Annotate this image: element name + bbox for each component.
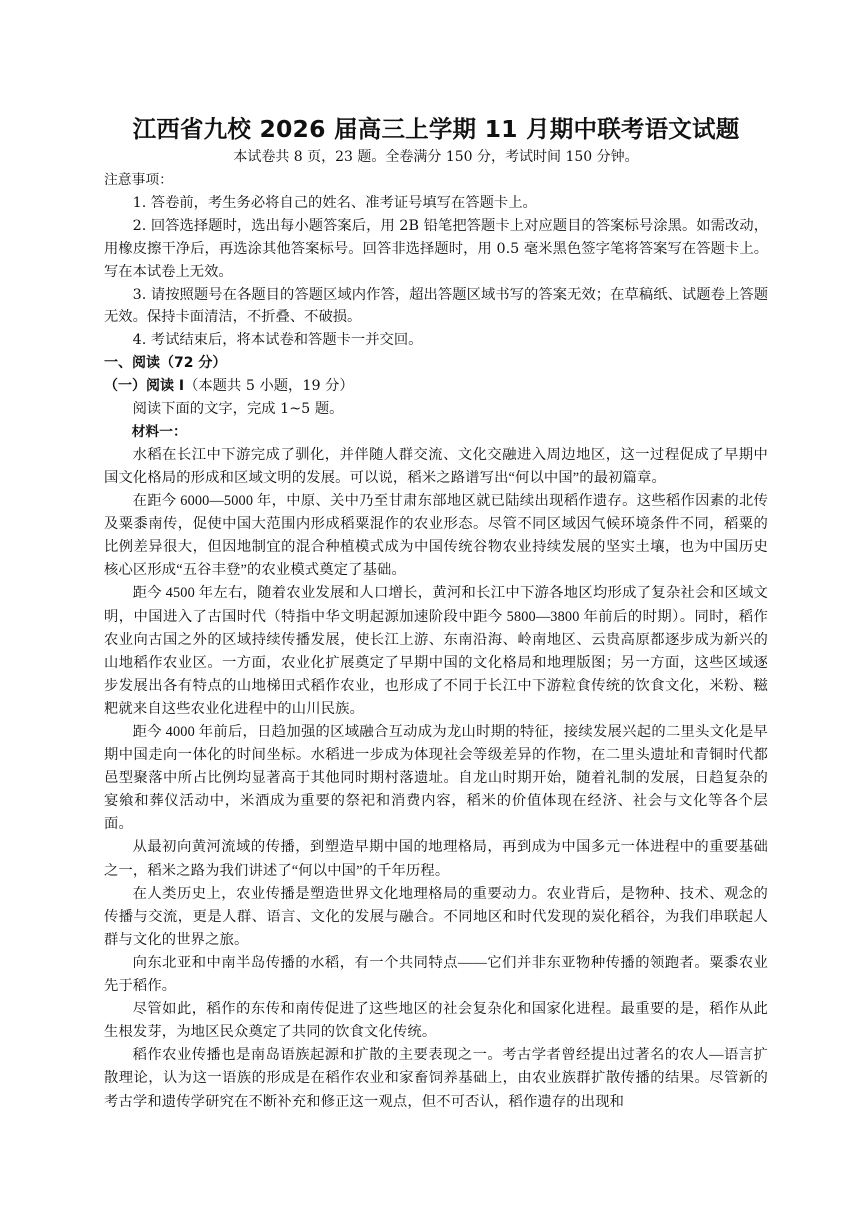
material-1-paragraph: 在距今 6000—5000 年，中原、关中乃至甘肃东部地区就已陆续出现稻作遗存。这些稻作因素的北传及粟黍南传，促使中国大范围内形成稻粟混作的农业形态。尽管不同区域因气候环境条件不同，稻粟的比例差异很大，但因地制宜的混合种植模式成为中国传统谷物农业持续发展的坚实土壤，也为中国历史核心区形成“五谷丰登”的农业模式奠定了基础。 [104,493,768,579]
material-1-paragraph: 距今 4500 年左右，随着农业发展和人口增长，黄河和长江中下游各地区均形成了复杂社会和区域文明，中国进入了古国时代（特指中华文明起源加速阶段中距今 5800—3800 年前后的时期）。同时，稻作农业向古国之外的区域持续传播发展，使长江上游、东南沿海、岭南地区、云贵高原都逐步成为新兴的山地稻作农业区。一方面，农业化扩展奠定了早期中国的文化格局和地理版图；另一方面，这些区域逐步发展出各有特点的山地梯田式稻作农业，也形成了不同于长江中下游粒食传统的饮食文化，米粉、糍粑就来自这些农业化进程中的山川民族。 [104,585,768,717]
material-1-paragraph: 从最初向黄河流域的传播，到塑造早期中国的地理格局，再到成为中国多元一体进程中的重要基础之一，稻米之路为我们讲述了“何以中国”的千年历程。 [104,839,768,879]
notice-item-1: 1. 答卷前，考生务必将自己的姓名、准考证号填写在答题卡上。 [132,194,537,211]
notice-item-4: 4. 考试结束后，将本试卷和答题卡一并交回。 [132,332,423,349]
part-1-label [104,375,768,398]
material-1-paragraph: 在人类历史上，农业传播是塑造世界文化地理格局的重要动力。农业背后，是物种、技术、观念的传播与交流，更是人群、语言、文化的发展与融合。不同地区和时代发现的炭化稻谷，为我们串联起人群与文化的世界之旅。 [104,885,768,948]
reading-instruction: 阅读下面的文字，完成 1~5 题。 [132,401,344,418]
section-1-label: 一、阅读（72 分） [104,355,227,372]
exam-title: 江西省九校 2026 届高三上学期 11 月期中联考语文试题 [132,115,740,143]
exam-page [104,112,768,1114]
notice-item-2: 2. 回答选择题时，选出每小题答案后，用 2B 铅笔把答题卡上对应题目的答案标号涂黑。如需改动，用橡皮擦干净后，再选涂其他答案标号。回答非选择题时，用 0.5 毫米黑色签字笔将答案写在答题卡上。写在本试卷上无效。 [104,217,768,280]
material-1-label: 材料一： [131,423,187,440]
notice-heading: 注意事项： [104,172,173,188]
part-1-label-bold: （一）阅读 I [104,378,185,395]
part-1-label-rest: （本题共 5 小题，19 分） [184,378,354,395]
material-1-paragraph: 距今 4000 年前后，日趋加强的区域融合互动成为龙山时期的特征，接续发展兴起的二里头文化是早期中国走向一体化的时间坐标。水稻进一步成为体现社会等级差异的作物，在二里头遗址和青铜时代都邑型聚落中所占比例均显著高于其他同时期村落遗址。自龙山时期开始，随着礼制的发展，日趋复杂的宴飨和葬仪活动中，米酒成为重要的祭祀和消费内容，稻米的价值体现在经济、社会与文化等各个层面。 [104,724,768,833]
exam-subtitle: 本试卷共 8 页，23 题。全卷满分 150 分，考试时间 150 分钟。 [233,149,639,165]
notice-item-3: 3. 请按照题号在各题目的答题区域内作答，超出答题区域书写的答案无效；在草稿纸、试题卷上答题无效。保持卡面清洁，不折叠、不破损。 [104,286,768,326]
material-1-paragraph: 向东北亚和中南半岛传播的水稻，有一个共同特点——它们并非东亚物种传播的领跑者。粟黍农业先于稻作。 [104,954,768,995]
material-1-body [104,444,768,1114]
material-1-paragraph: 稻作农业传播也是南岛语族起源和扩散的主要表现之一。考古学者曾经提出过著名的农人—语言扩散理论，认为这一语族的形成是在稻作农业和家畜饲养基础上，由农业族群扩散传播的结果。尽管新的考古学和遗传学研究在不断补充和修正这一观点，但不可否认，稻作遗存的出现和 [104,1047,768,1110]
material-1-paragraph: 尽管如此，稻作的东传和南传促进了这些地区的社会复杂化和国家化进程。最重要的是，稻作从此生根发芽，为地区民众奠定了共同的饮食文化传统。 [104,1001,768,1041]
material-1-paragraph: 水稻在长江中下游完成了驯化，并伴随人群交流、文化交融进入周边地区，这一过程促成了早期中国文化格局的形成和区域文明的发展。可以说，稻米之路谱写出“何以中国”的最初篇章。 [104,446,768,486]
